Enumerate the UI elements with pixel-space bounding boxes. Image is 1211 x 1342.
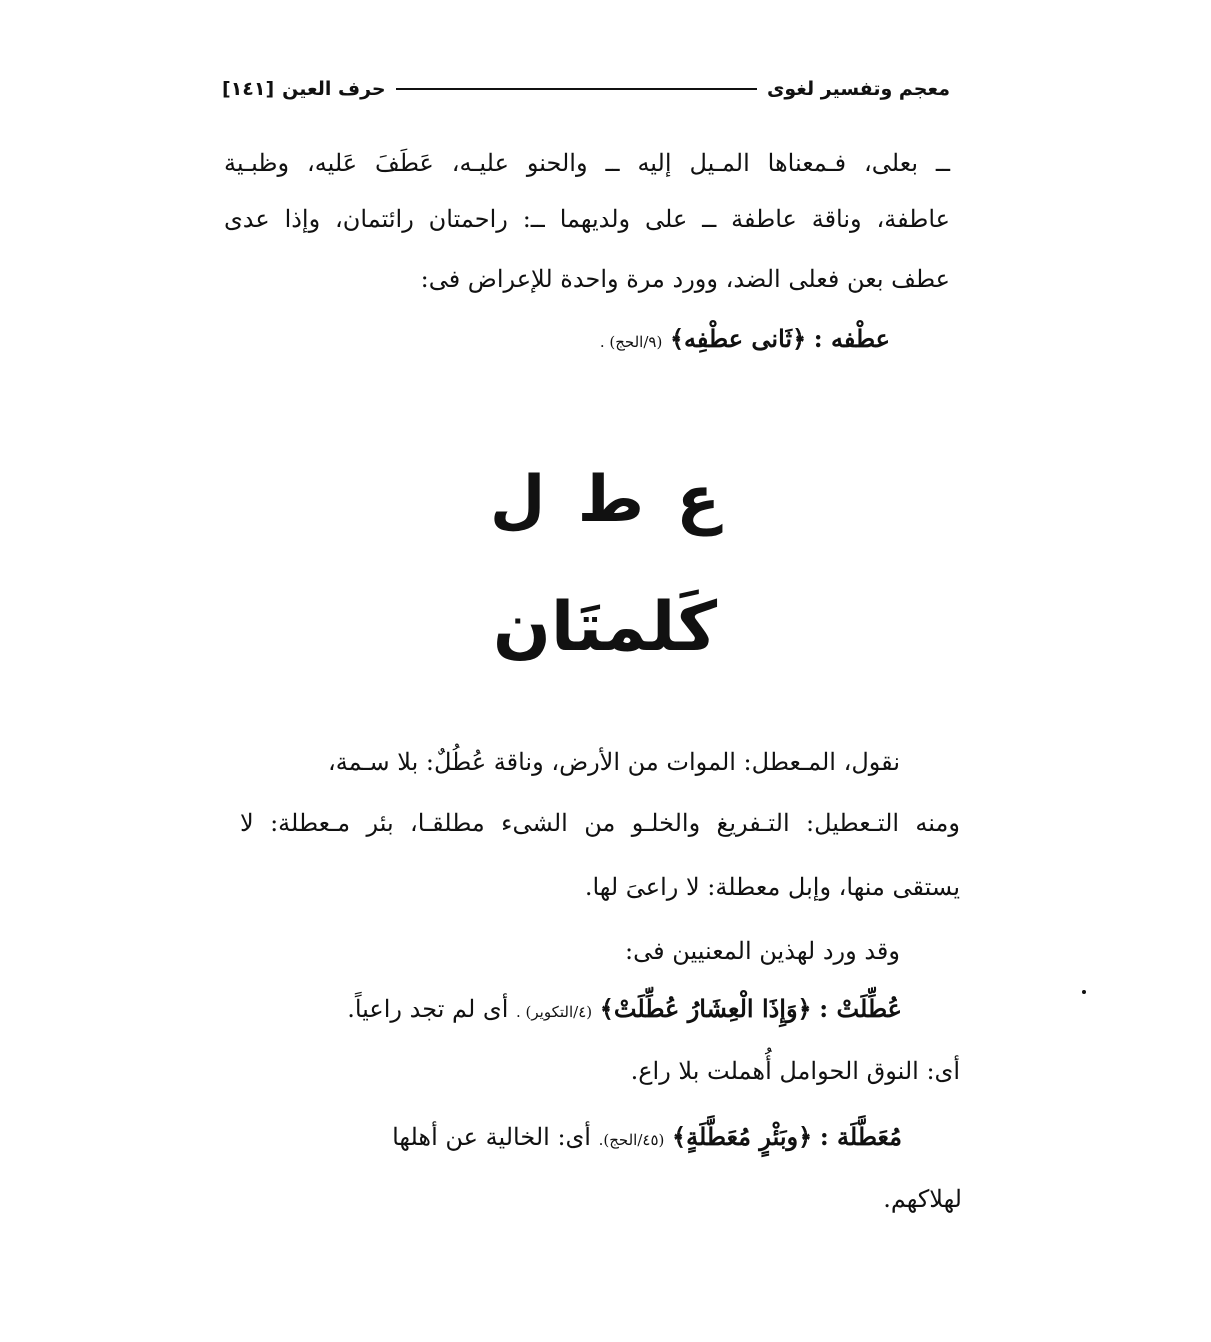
paragraph-line: نقول، المـعطل: الموات من الأرض، وناقة عُطُلٌ: بلا سـمة، xyxy=(327,748,900,776)
root-letters-heading: ع ط ل xyxy=(489,463,721,537)
paragraph-line: لهلاكهم. xyxy=(883,1185,962,1213)
word-count-heading: كَلمتَان xyxy=(492,588,718,667)
page-number: [١٤١] xyxy=(222,78,275,100)
entry-note: أى: الخالية عن أهلها xyxy=(392,1123,591,1151)
quran-entry xyxy=(540,322,890,359)
quran-quote: ﴿وبَئْرٍ مُعَطَّلَةٍ﴾ xyxy=(672,1122,813,1151)
header-rule xyxy=(396,88,757,90)
paragraph-line: يستقى منها، وإبل معطلة: لا راعىَ لها. xyxy=(584,873,960,901)
paragraph-line: أى: النوق الحوامل أُهملت بلا راع. xyxy=(630,1057,960,1085)
paragraph-line: عاطفة، وناقة عاطفة ــ على ولديهما ــ: راحمتان رائتمان، وإذا عدى xyxy=(224,205,950,233)
entry-word: عُطِّلَتْ : xyxy=(819,994,902,1023)
quran-entry xyxy=(240,992,902,1029)
running-header xyxy=(222,74,950,104)
verse-reference: (٩/الحج) . xyxy=(599,333,663,351)
verse-reference: (٤/التكوير) . xyxy=(516,1003,593,1021)
paragraph-line: ــ بعلى، فـمعناها المـيل إليه ــ والحنو عليـه، عَطَفَ عَليه، وظبـية xyxy=(224,149,950,177)
section-title: حرف العين xyxy=(282,78,386,100)
verse-reference: (٤٥/الحج). xyxy=(598,1131,665,1149)
book-title: معجم وتفسير لغوى xyxy=(766,78,950,100)
quran-entry xyxy=(240,1120,902,1157)
stray-mark xyxy=(1082,990,1086,994)
quran-quote: ﴿ثَانى عطْفِه﴾ xyxy=(669,324,807,353)
entry-word: عطْفه : xyxy=(813,324,890,353)
paragraph-line: ومنه التـعطيل: التـفريغ والخلـو من الشىء مطلقـا، بئر مـعطلة: لا xyxy=(240,809,960,837)
quran-quote: ﴿وَإِذَا الْعِشَارُ عُطِّلَتْ﴾ xyxy=(599,994,812,1023)
paragraph-line: وقد ورد لهذين المعنيين فى: xyxy=(625,937,900,965)
paragraph-line: عطف بعن فعلى الضد، وورد مرة واحدة للإعراض فى: xyxy=(420,265,950,293)
entry-word: مُعَطَّلَة : xyxy=(819,1122,902,1151)
entry-note: أى لم تجد راعياً. xyxy=(347,995,509,1023)
